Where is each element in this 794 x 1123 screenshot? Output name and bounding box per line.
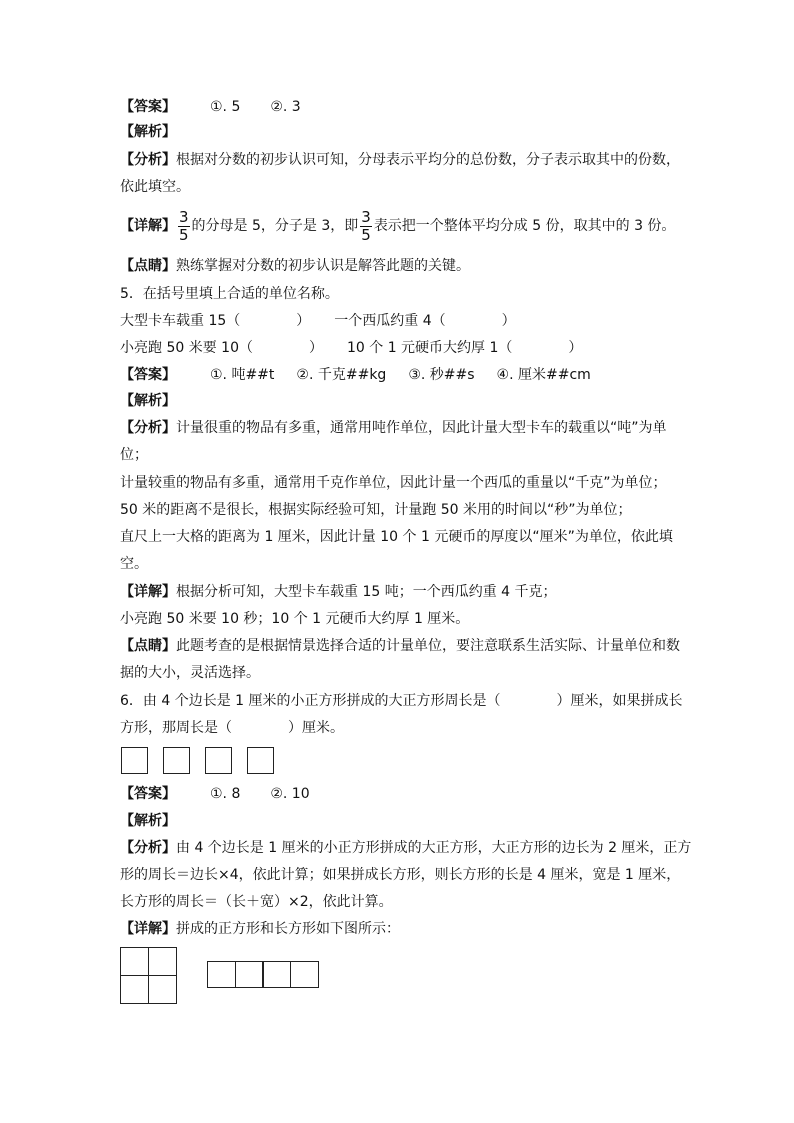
- rectangle-cell: [235, 961, 264, 988]
- small-square: [247, 747, 274, 774]
- answer-label: 【答案】: [120, 786, 176, 802]
- answer-label: 【答案】: [120, 99, 176, 115]
- answer-value: ③. 秒##s: [408, 367, 475, 383]
- q5-dianjing-line: [120, 636, 680, 656]
- small-square: [163, 747, 190, 774]
- fenxi-label: 【分析】: [120, 840, 176, 856]
- q6-fenxi-line: [120, 838, 691, 858]
- answer-value: ④. 厘米##cm: [496, 367, 591, 383]
- fenxi-text: 空。: [120, 556, 148, 572]
- q5-items-row1: [120, 311, 516, 331]
- fill-item: 小亮跑 50 米要 10（ ）: [120, 340, 323, 356]
- dianjing-label: 【点睛】: [120, 638, 176, 654]
- q5-answer-row: [120, 365, 591, 385]
- fraction-denominator: 5: [361, 225, 371, 244]
- answer-label: 【答案】: [120, 367, 176, 383]
- q5-fenxi-line: [120, 418, 667, 438]
- rectangle-cell: [290, 961, 319, 988]
- fill-item: 一个西瓜约重 4（ ）: [334, 313, 516, 329]
- dianjing-text: 熟练掌握对分数的初步认识是解答此题的关键。: [176, 258, 470, 274]
- rectangle-cell: [207, 961, 236, 988]
- fenxi-text: 形的周长＝边长×4，依此计算；如果拼成长方形，则长方形的长是 4 厘米，宽是 1 厘米，: [120, 867, 681, 883]
- fenxi-text: 依此填空。: [120, 179, 190, 195]
- dianjing-label: 【点睛】: [120, 258, 176, 274]
- square-cell: [148, 975, 177, 1004]
- fenxi-label: 【分析】: [120, 152, 176, 168]
- q4-answer-row: [120, 97, 301, 117]
- q6-answer-row: [120, 784, 310, 804]
- q6-xiangjie-line: [120, 919, 400, 939]
- q4-xiangjie-line: [120, 207, 675, 245]
- answer-value: ①. 吨##t: [210, 367, 275, 383]
- q5-xiangjie-line: [120, 582, 557, 602]
- small-square: [121, 747, 148, 774]
- fill-item: 大型卡车载重 15（ ）: [120, 313, 311, 329]
- xiangjie-text: 拼成的正方形和长方形如下图所示：: [176, 921, 400, 937]
- xiangjie-text: 根据分析可知，大型卡车载重 15 吨；一个西瓜约重 4 千克；: [176, 584, 557, 600]
- analysis-label: 【解析】: [120, 393, 176, 409]
- fraction-numerator: 3: [179, 207, 189, 226]
- dianjing-text: 此题考查的是根据情景选择合适的计量单位，要注意联系生活实际、计量单位和数: [176, 638, 680, 654]
- analysis-label: 【解析】: [120, 813, 176, 829]
- question-title: 6．由 4 个边长是 1 厘米的小正方形拼成的大正方形周长是（ ）厘米，如果拼成长: [120, 693, 683, 709]
- q4-dianjing-line: [120, 256, 470, 276]
- xiangjie-label: 【详解】: [120, 921, 176, 937]
- fraction-denominator: 5: [179, 225, 189, 244]
- fill-item: 10 个 1 元硬币大约厚 1（ ）: [346, 340, 583, 356]
- fenxi-text: 50 米的距离不是很长，根据实际经验可知，计量跑 50 米用的时间以“秒”为单位；: [120, 502, 632, 518]
- fenxi-text: 长方形的周长＝（长＋宽）×2，依此计算。: [120, 894, 393, 910]
- answer-value: ①. 8: [210, 786, 241, 802]
- xiangjie-text: 的分母是 5，分子是 3，即: [191, 218, 359, 234]
- fenxi-text: 计量很重的物品有多重，通常用吨作单位，因此计量大型卡车的载重以“吨”为单: [176, 420, 667, 436]
- square-cell: [120, 975, 149, 1004]
- dianjing-text: 据的大小，灵活选择。: [120, 665, 260, 681]
- small-square: [205, 747, 232, 774]
- square-cell: [120, 947, 149, 976]
- answer-value: ①. 5: [210, 99, 241, 115]
- question-title: 5．在括号里填上合适的单位名称。: [120, 286, 339, 302]
- rectangle-cell: [262, 961, 291, 988]
- fenxi-text: 位；: [120, 447, 148, 463]
- xiangjie-text: 小亮跑 50 米要 10 秒；10 个 1 元硬币大约厚 1 厘米。: [120, 611, 470, 627]
- fraction: [178, 209, 190, 244]
- answer-value: ②. 10: [270, 786, 310, 802]
- fenxi-text: 根据对分数的初步认识可知，分母表示平均分的总份数，分子表示取其中的份数，: [176, 152, 680, 168]
- square-cell: [148, 947, 177, 976]
- analysis-label: 【解析】: [120, 124, 176, 140]
- xiangjie-text: 表示把一个整体平均分成 5 份，取其中的 3 份。: [373, 218, 676, 234]
- xiangjie-label: 【详解】: [120, 218, 176, 234]
- fraction: [360, 209, 372, 244]
- fenxi-text: 计量较重的物品有多重，通常用千克作单位，因此计量一个西瓜的重量以“千克”为单位；: [120, 475, 667, 491]
- fenxi-label: 【分析】: [120, 420, 176, 436]
- q5-items-row2: [120, 338, 582, 358]
- question-title: 方形，那周长是（ ）厘米。: [120, 720, 344, 736]
- q4-fenxi-line: [120, 150, 680, 170]
- fraction-numerator: 3: [361, 207, 371, 226]
- xiangjie-label: 【详解】: [120, 584, 176, 600]
- fenxi-text: 由 4 个边长是 1 厘米的小正方形拼成的大正方形，大正方形的边长为 2 厘米，正方: [176, 840, 692, 856]
- answer-value: ②. 3: [270, 99, 301, 115]
- fenxi-text: 直尺上一大格的距离为 1 厘米，因此计量 10 个 1 元硬币的厚度以“厘米”为单位，依此填: [120, 529, 673, 545]
- answer-value: ②. 千克##kg: [296, 367, 387, 383]
